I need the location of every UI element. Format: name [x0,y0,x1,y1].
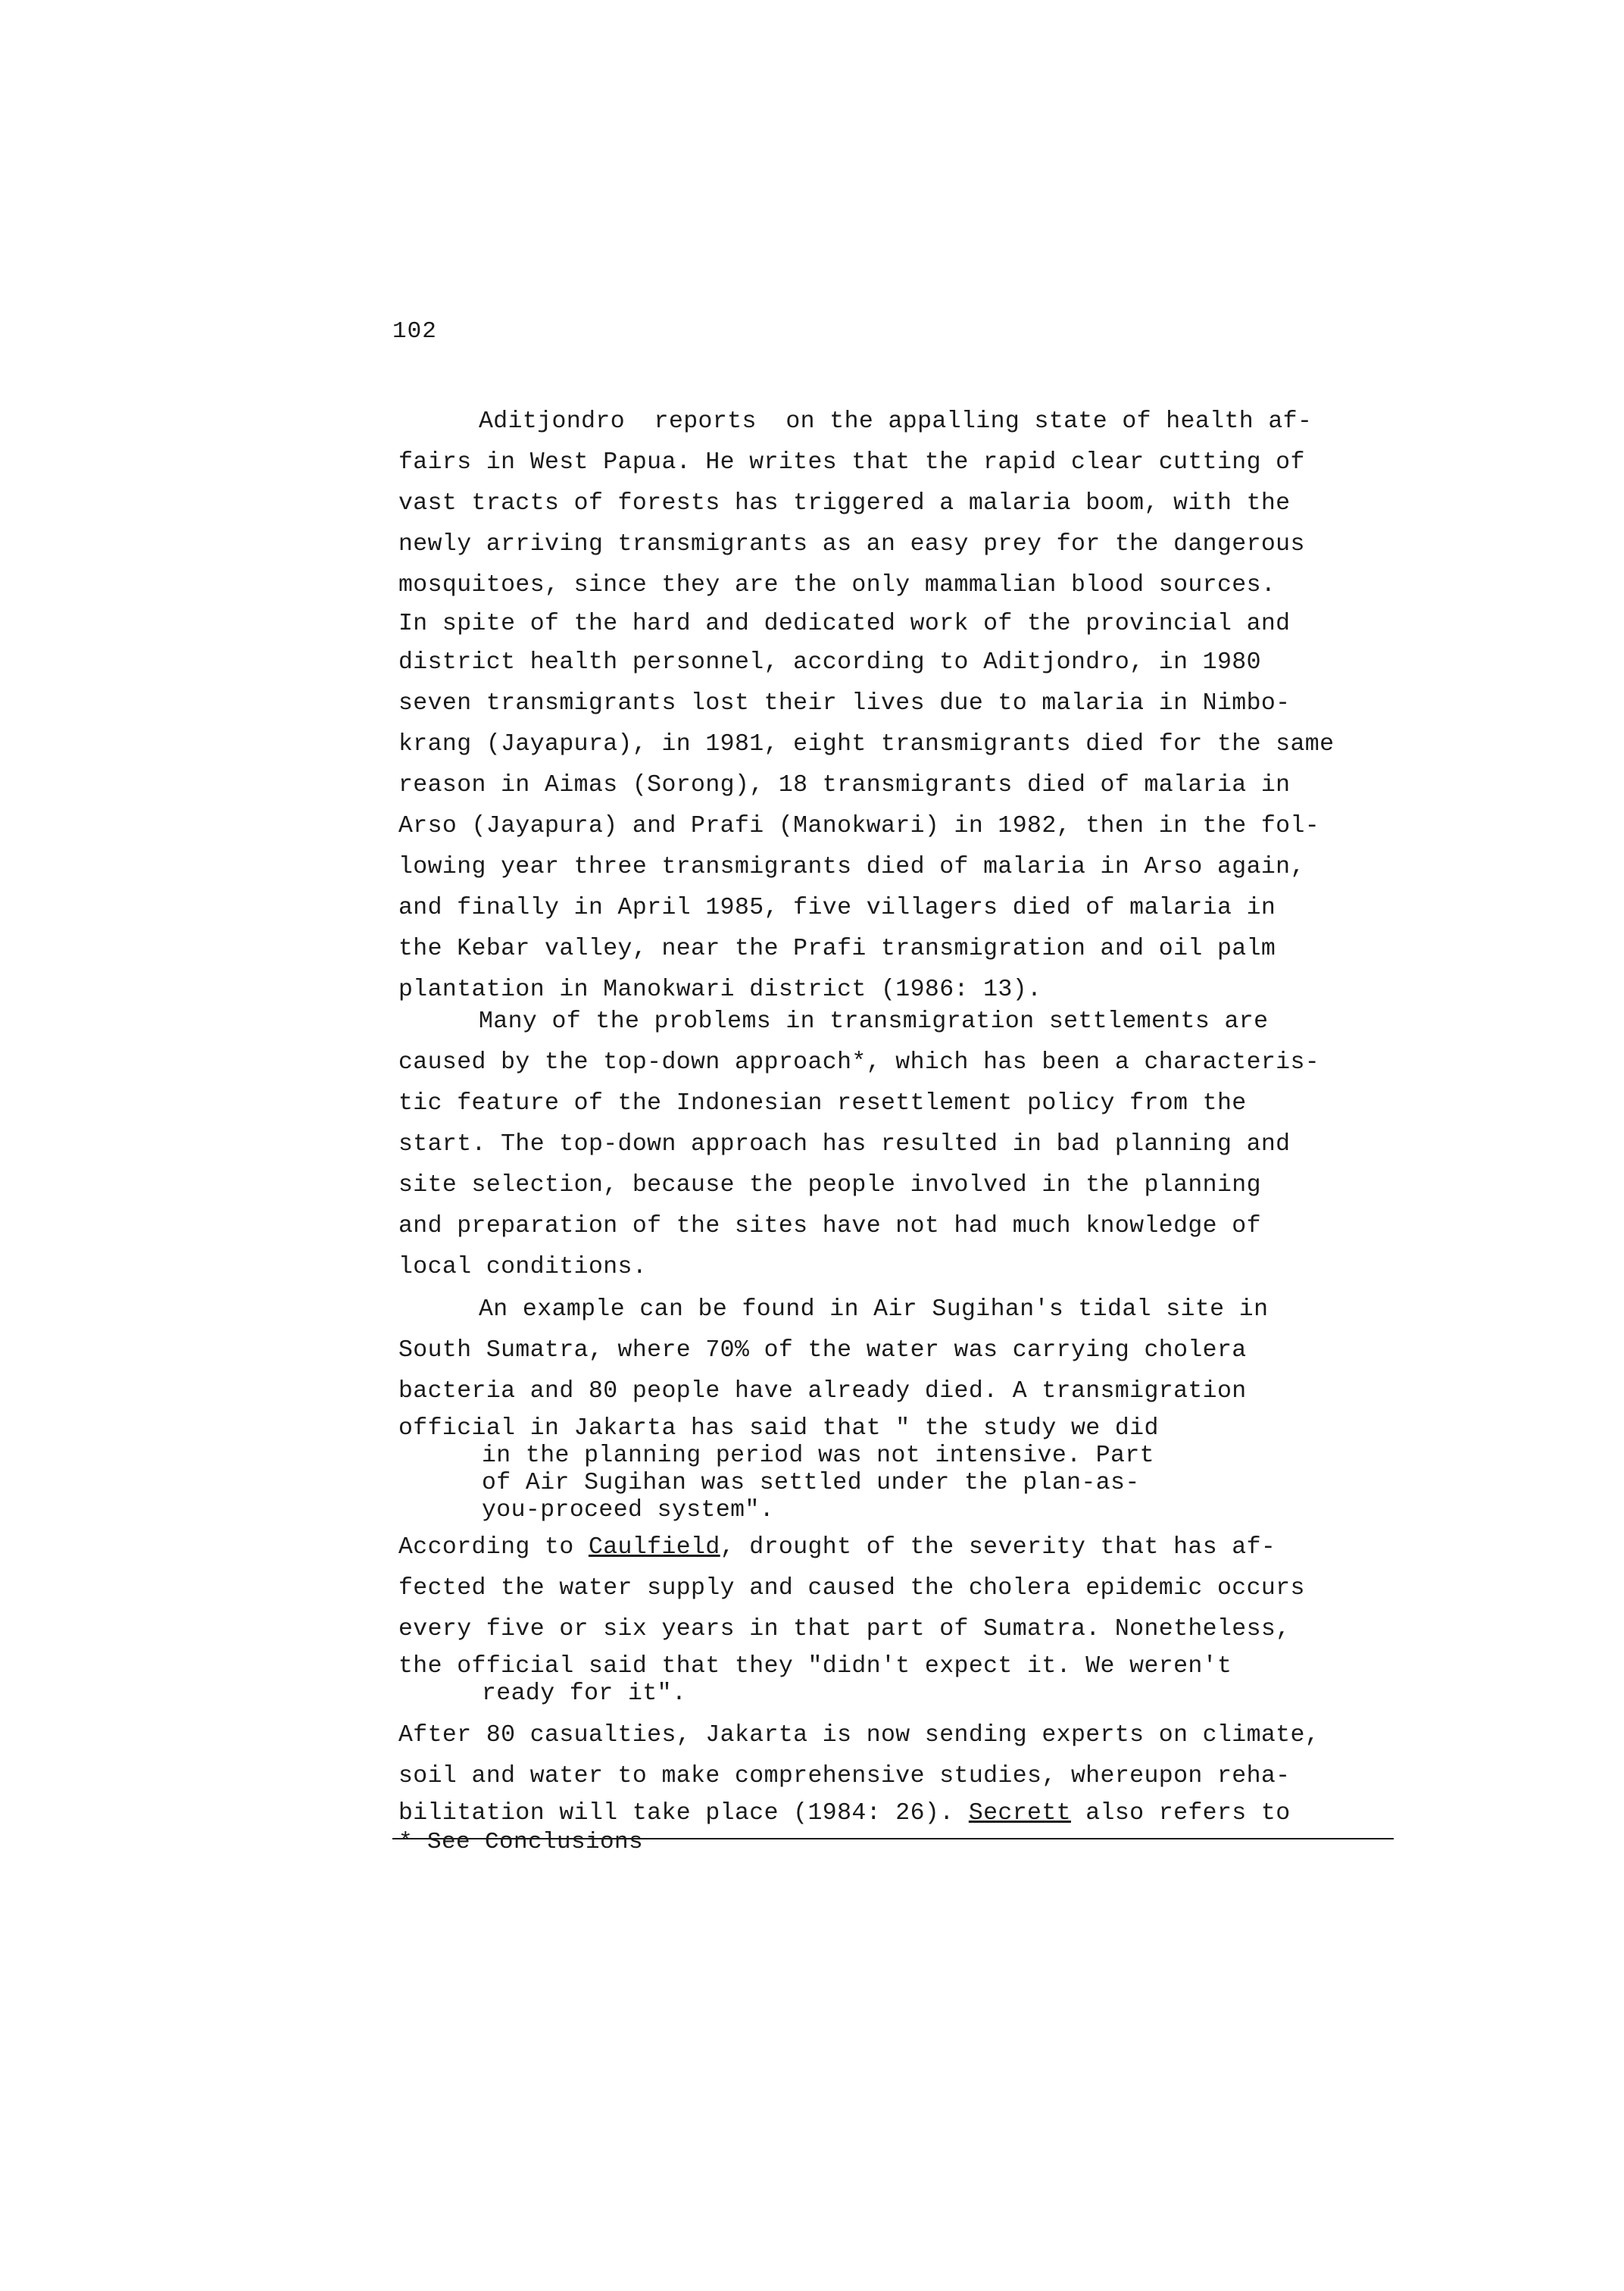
text-line: mosquitoes, since they are the only mammalian blood sources. [398,572,1276,599]
text-line: site selection, because the people involved in the planning [398,1172,1261,1199]
text-segment: According to [398,1534,589,1561]
text-line: soil and water to make comprehensive studies, whereupon reha- [398,1763,1291,1789]
paragraph-air-sugihan [398,1289,1459,1524]
text-line: fairs in West Papua. He writes that the rapid clear cutting of [398,449,1305,476]
quote-line: of Air Sugihan was settled under the plan-as- [482,1470,1140,1496]
text-segment: also refers to [1070,1800,1291,1827]
text-line: bacteria and 80 people have already died. A transmigration [398,1378,1247,1405]
text-line: newly arriving transmigrants as an easy prey for the dangerous [398,531,1305,558]
text-segment: , drought of the severity that has af- [720,1534,1276,1561]
paragraph-after-casualties [398,1715,1459,1830]
text-line: plantation in Manokwari district (1986: 13). [398,977,1042,1003]
text-line: tic feature of the Indonesian resettlement policy from the [398,1090,1247,1117]
text-line: South Sumatra, where 70% of the water was carrying cholera [398,1337,1247,1364]
text-line [398,1527,1459,1568]
text-segment: bilitation will take place (1984: 26). [398,1800,969,1827]
paragraph-caulfield [398,1527,1459,1708]
text-line: start. The top-down approach has resulted in bad planning and [398,1131,1291,1158]
text-line: and preparation of the sites have not had much knowledge of [398,1213,1261,1239]
quote-line: you-proceed system". [482,1497,775,1524]
text-line: local conditions. [398,1254,648,1280]
text-line: district health personnel, according to Aditjondro, in 1980 [398,649,1261,676]
text-line [398,1797,1459,1830]
text-line: krang (Jayapura), in 1981, eight transmigrants died for the same [398,731,1335,758]
author-reference-secrett: Secrett [968,1800,1071,1827]
text-line: Arso (Jayapura) and Prafi (Manokwari) in 1982, then in the fol- [398,813,1320,839]
text-line: An example can be found in Air Sugihan's tidal site in [479,1296,1269,1323]
text-line: every five or six years in that part of Sumatra. Nonetheless, [398,1616,1291,1642]
text-line: lowing year three transmigrants died of malaria in Arso again, [398,854,1305,880]
text-line: official in Jakarta has said that " the study we did [398,1415,1159,1442]
quote-line: ready for it". [482,1680,687,1707]
text-line: reason in Aimas (Sorong), 18 transmigrants died of malaria in [398,772,1291,799]
paragraph-top-down-approach [398,1002,1459,1288]
author-reference-caulfield: Caulfield [588,1534,720,1561]
paragraph-health-affairs [398,402,1459,1011]
text-line: the official said that they "didn't expect it. We weren't [398,1653,1232,1680]
footnote: * See Conclusions [398,1829,644,1855]
quote-line: in the planning period was not intensive. Part [482,1442,1154,1469]
text-line: After 80 casualties, Jakarta is now sending experts on climate, [398,1722,1320,1749]
text-line: vast tracts of forests has triggered a malaria boom, with the [398,490,1291,517]
text-line: In spite of the hard and dedicated work of the provincial and [398,611,1291,637]
text-line: and finally in April 1985, five villagers died of malaria in [398,895,1276,921]
text-line: the Kebar valley, near the Prafi transmigration and oil palm [398,936,1276,962]
text-line: seven transmigrants lost their lives due to malaria in Nimbo- [398,690,1291,717]
text-line: fected the water supply and caused the cholera epidemic occurs [398,1575,1305,1602]
page-number: 102 [392,318,437,345]
text-line: Many of the problems in transmigration settlements are [479,1008,1269,1035]
text-line: caused by the top-down approach*, which has been a characteris- [398,1049,1320,1076]
text-line: Aditjondro reports on the appalling state of health af- [479,408,1313,435]
